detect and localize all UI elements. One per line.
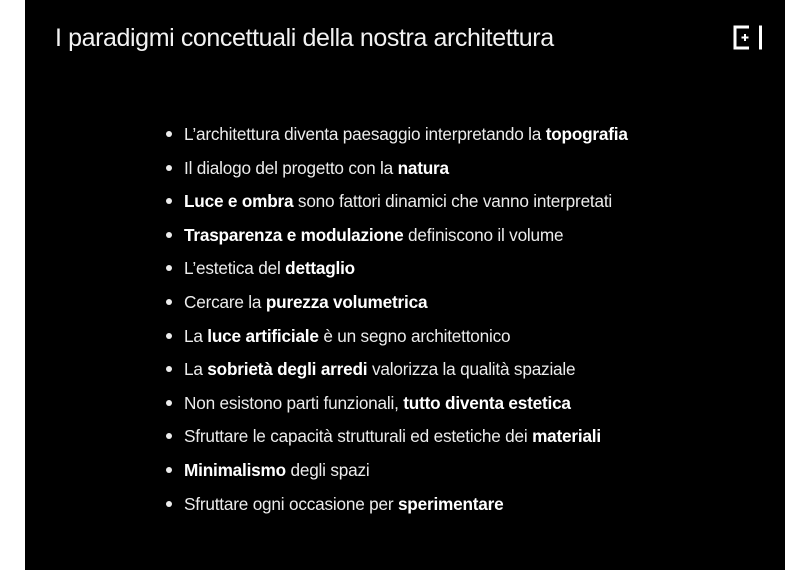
bullet-dot-icon <box>166 501 172 507</box>
bullet-text: Il dialogo del progetto con la <box>184 157 398 178</box>
bullet-item <box>165 458 628 492</box>
bullet-emphasis: natura <box>397 157 449 178</box>
bullet-dot-icon <box>166 366 172 372</box>
bullet-text: L’architettura diventa paesaggio interpretando la <box>184 124 546 144</box>
bullet-emphasis: purezza volumetrica <box>265 291 428 312</box>
bullet-item <box>165 424 628 458</box>
bullet-emphasis: Minimalismo <box>184 459 286 480</box>
bullet-emphasis: sperimentare <box>397 493 504 514</box>
bullet-text: L’estetica del <box>184 258 286 279</box>
bullet-dot-icon <box>166 333 172 339</box>
bullet-text: degli spazi <box>285 459 370 480</box>
bullet-text: è un segno architettonico <box>318 325 511 346</box>
bullet-text: valorizza la qualità spaziale <box>367 359 576 380</box>
bullet-emphasis: Trasparenza e modulazione <box>184 224 404 245</box>
bullet-dot-icon <box>166 299 172 305</box>
bullet-dot-icon <box>166 165 172 171</box>
bullet-emphasis: Luce e ombra <box>184 191 294 212</box>
bullet-emphasis: sobrietà degli arredi <box>207 359 368 380</box>
bullet-item <box>165 290 628 324</box>
bullet-text: Non esistono parti funzionali, <box>184 392 404 413</box>
bullet-text: definiscono il volume <box>403 224 564 245</box>
bullet-emphasis: luce artificiale <box>207 325 319 346</box>
bullet-emphasis: topografia <box>545 124 628 144</box>
bullet-emphasis: materiali <box>532 426 601 447</box>
bullet-text: Cercare la <box>184 291 266 312</box>
bullet-text: La <box>184 325 208 346</box>
bullet-item <box>165 324 628 358</box>
bullet-item <box>165 391 628 425</box>
bullet-item <box>165 189 628 223</box>
bullet-dot-icon <box>166 131 172 137</box>
bullet-dot-icon <box>166 198 172 204</box>
slide <box>25 0 785 570</box>
bullet-item <box>165 223 628 257</box>
bullet-text: Sfruttare ogni occasione per <box>184 493 398 514</box>
bullet-list <box>165 122 628 525</box>
bullet-item <box>165 256 628 290</box>
bullet-item <box>165 357 628 391</box>
bullet-dot-icon <box>166 467 172 473</box>
bullet-dot-icon <box>166 400 172 406</box>
bullet-item <box>165 122 628 156</box>
bullet-item <box>165 492 628 526</box>
bullet-item <box>165 156 628 190</box>
bullet-dot-icon <box>166 265 172 271</box>
slide-title: I paradigmi concettuali della nostra architettura <box>55 24 554 52</box>
bullet-dot-icon <box>166 232 172 238</box>
bullet-dot-icon <box>166 433 172 439</box>
bullet-text: sono fattori dinamici che vanno interpretati <box>293 191 613 212</box>
bullet-text: La <box>184 359 208 380</box>
logo-bracket-plus-icon <box>733 25 765 50</box>
bullet-emphasis: tutto diventa estetica <box>403 392 571 413</box>
bullet-text: Sfruttare le capacità strutturali ed estetiche dei <box>184 426 533 447</box>
bullet-emphasis: dettaglio <box>285 258 355 279</box>
